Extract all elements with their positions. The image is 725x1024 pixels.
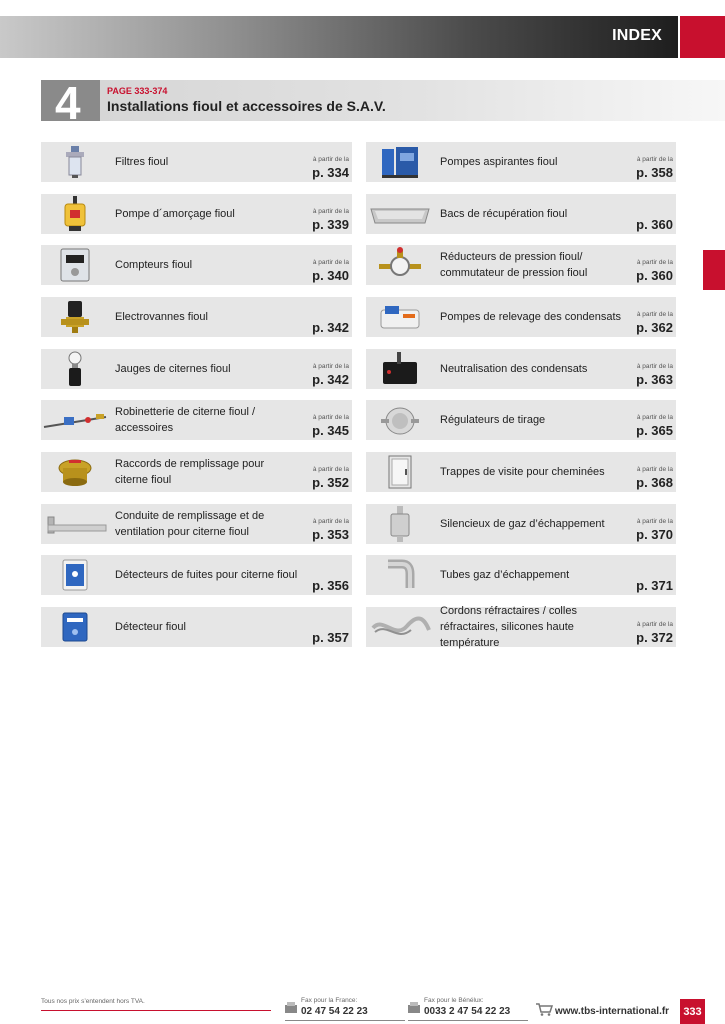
pressure-reducer-icon [366, 245, 434, 285]
solenoid-valve-icon [41, 297, 109, 337]
index-row-detecteur-fioul[interactable] [41, 607, 352, 647]
from-page-note: à partir de la [636, 259, 673, 266]
row-label: Raccords de remplissage pour citerne fioul [115, 458, 265, 486]
page-reference[interactable]: p. 345 [312, 423, 349, 438]
fax-france-label: Fax pour la France: [301, 997, 358, 1004]
from-page-note: à partir de la [636, 414, 673, 421]
row-label: Bacs de récupération fioul [440, 208, 568, 220]
page-reference[interactable]: p. 372 [636, 630, 673, 645]
index-row-detecteurs-fuites[interactable] [41, 555, 352, 595]
from-page-note: à partir de la [312, 259, 349, 266]
index-row-regulateurs[interactable] [366, 400, 676, 440]
index-row-trappes[interactable] [366, 452, 676, 492]
from-page-note: à partir de la [636, 311, 673, 318]
fax-underline [285, 1020, 405, 1021]
section-page-range: PAGE 333-374 [107, 86, 168, 96]
section-title: Installations fioul et accessoires de S.A.V. [107, 98, 386, 114]
index-row-robinetterie[interactable] [41, 400, 352, 440]
fax-benelux-number[interactable]: 0033 2 47 54 22 23 [424, 1006, 511, 1017]
page-reference[interactable]: p. 352 [312, 475, 349, 490]
page-reference[interactable]: p. 334 [312, 165, 349, 180]
index-row-bacs[interactable] [366, 194, 676, 234]
index-row-tubes[interactable] [366, 555, 676, 595]
footer-price-note: Tous nos prix s’entendent hors TVA. [41, 998, 145, 1005]
index-row-cordons[interactable] [366, 607, 676, 647]
drip-tray-icon [366, 194, 434, 234]
row-label: Trappes de visite pour cheminées [440, 466, 605, 478]
row-label: Détecteur fioul [115, 621, 186, 633]
row-label: Réducteurs de pression fioul/ commutateur de pression fioul [440, 251, 588, 279]
inspection-door-icon [366, 452, 434, 492]
row-label: Détecteurs de fuites pour citerne fioul [115, 569, 298, 581]
page-reference[interactable]: p. 342 [312, 372, 349, 387]
page-reference[interactable]: p. 339 [312, 217, 349, 232]
row-label: Régulateurs de tirage [440, 414, 546, 426]
index-row-electrovannes[interactable] [41, 297, 352, 337]
fax-icon [285, 1002, 297, 1013]
row-label: Silencieux de gaz d’échappement [440, 518, 605, 530]
row-label: Pompes aspirantes fioul [440, 156, 558, 168]
from-page-note: à partir de la [312, 208, 349, 215]
page-reference[interactable]: p. 363 [636, 372, 673, 387]
page-reference[interactable]: p. 340 [312, 268, 349, 283]
filling-coupling-icon [41, 452, 109, 492]
fax-france-number[interactable]: 02 47 54 22 23 [301, 1006, 368, 1017]
exhaust-silencer-icon [366, 504, 434, 544]
page-reference[interactable]: p. 365 [636, 423, 673, 438]
suction-pump-icon [366, 142, 434, 182]
fax-benelux-label: Fax pour le Bénélux: [424, 997, 484, 1004]
index-row-filtres-fioul[interactable] [41, 142, 352, 182]
fuel-filter-icon [41, 142, 109, 182]
page-number: 333 [680, 999, 705, 1024]
row-label: Robinetterie de citerne fioul / accessoires [115, 406, 256, 434]
shopping-cart-icon [535, 1002, 553, 1016]
tank-fittings-icon [41, 400, 109, 440]
from-page-note: à partir de la [636, 156, 673, 163]
page-reference[interactable]: p. 357 [312, 630, 349, 645]
from-page-note: à partir de la [312, 518, 349, 525]
row-label: Jauges de citernes fioul [115, 363, 231, 375]
from-page-note: à partir de la [312, 466, 349, 473]
filling-pipe-icon [41, 504, 109, 544]
fuel-meter-icon [41, 245, 109, 285]
fax-icon [408, 1002, 420, 1013]
row-label: Neutralisation des condensats [440, 363, 588, 375]
priming-pump-icon [41, 194, 109, 234]
index-row-conduite[interactable] [41, 504, 352, 544]
exhaust-elbow-icon [366, 555, 434, 595]
row-label: Electrovannes fioul [115, 311, 208, 323]
row-label: Conduite de remplissage et de ventilation pour citerne fioul [115, 510, 265, 538]
header-accent-block [680, 16, 725, 58]
index-row-neutralisation[interactable] [366, 349, 676, 389]
page-reference[interactable]: p. 353 [312, 527, 349, 542]
page-reference[interactable]: p. 342 [312, 320, 349, 335]
neutralization-box-icon [366, 349, 434, 389]
page-reference[interactable]: p. 368 [636, 475, 673, 490]
section-number: 4 [55, 77, 81, 129]
row-label: Compteurs fioul [115, 259, 193, 271]
header-bar [0, 16, 678, 58]
tank-gauge-icon [41, 349, 109, 389]
row-label: Pompe d´amorçage fioul [115, 208, 235, 220]
section-header [41, 77, 725, 129]
from-page-note: à partir de la [636, 518, 673, 525]
refractory-cord-icon [366, 607, 434, 647]
page-reference[interactable]: p. 370 [636, 527, 673, 542]
index-row-silencieux[interactable] [366, 504, 676, 544]
draught-regulator-icon [366, 400, 434, 440]
side-tab-marker [703, 250, 725, 290]
index-row-reducteurs[interactable] [366, 245, 676, 285]
index-row-compteurs[interactable] [41, 245, 352, 285]
row-label: Pompes de relevage des condensats [440, 311, 622, 323]
page-reference[interactable]: p. 360 [636, 217, 673, 232]
website-url[interactable]: www.tbs-international.fr [555, 1006, 670, 1017]
page-reference[interactable]: p. 356 [312, 578, 349, 593]
condensate-pump-icon [366, 297, 434, 337]
index-row-raccords[interactable] [41, 452, 352, 492]
oil-detector-icon [41, 607, 109, 647]
leak-detector-icon [41, 555, 109, 595]
from-page-note: à partir de la [636, 466, 673, 473]
from-page-note: à partir de la [312, 363, 349, 370]
page-reference[interactable]: p. 358 [636, 165, 673, 180]
from-page-note: à partir de la [312, 156, 349, 163]
from-page-note: à partir de la [636, 621, 673, 628]
page-reference[interactable]: p. 360 [636, 268, 673, 283]
page-reference[interactable]: p. 362 [636, 320, 673, 335]
index-title: INDEX [612, 27, 662, 44]
from-page-note: à partir de la [312, 414, 349, 421]
page-reference[interactable]: p. 371 [636, 578, 673, 593]
index-row-jauges[interactable] [41, 349, 352, 389]
index-row-pompes-relevage[interactable] [366, 297, 676, 337]
fax-underline [408, 1020, 528, 1021]
footer-divider [41, 1010, 271, 1011]
row-label: Filtres fioul [115, 156, 169, 168]
index-row-pompe-amorcage[interactable] [41, 194, 352, 234]
index-row-pompes-aspirantes[interactable] [366, 142, 676, 182]
row-label: Tubes gaz d’échappement [440, 569, 570, 581]
row-label: Cordons réfractaires / colles réfractaires, silicones haute température [440, 605, 577, 649]
from-page-note: à partir de la [636, 363, 673, 370]
